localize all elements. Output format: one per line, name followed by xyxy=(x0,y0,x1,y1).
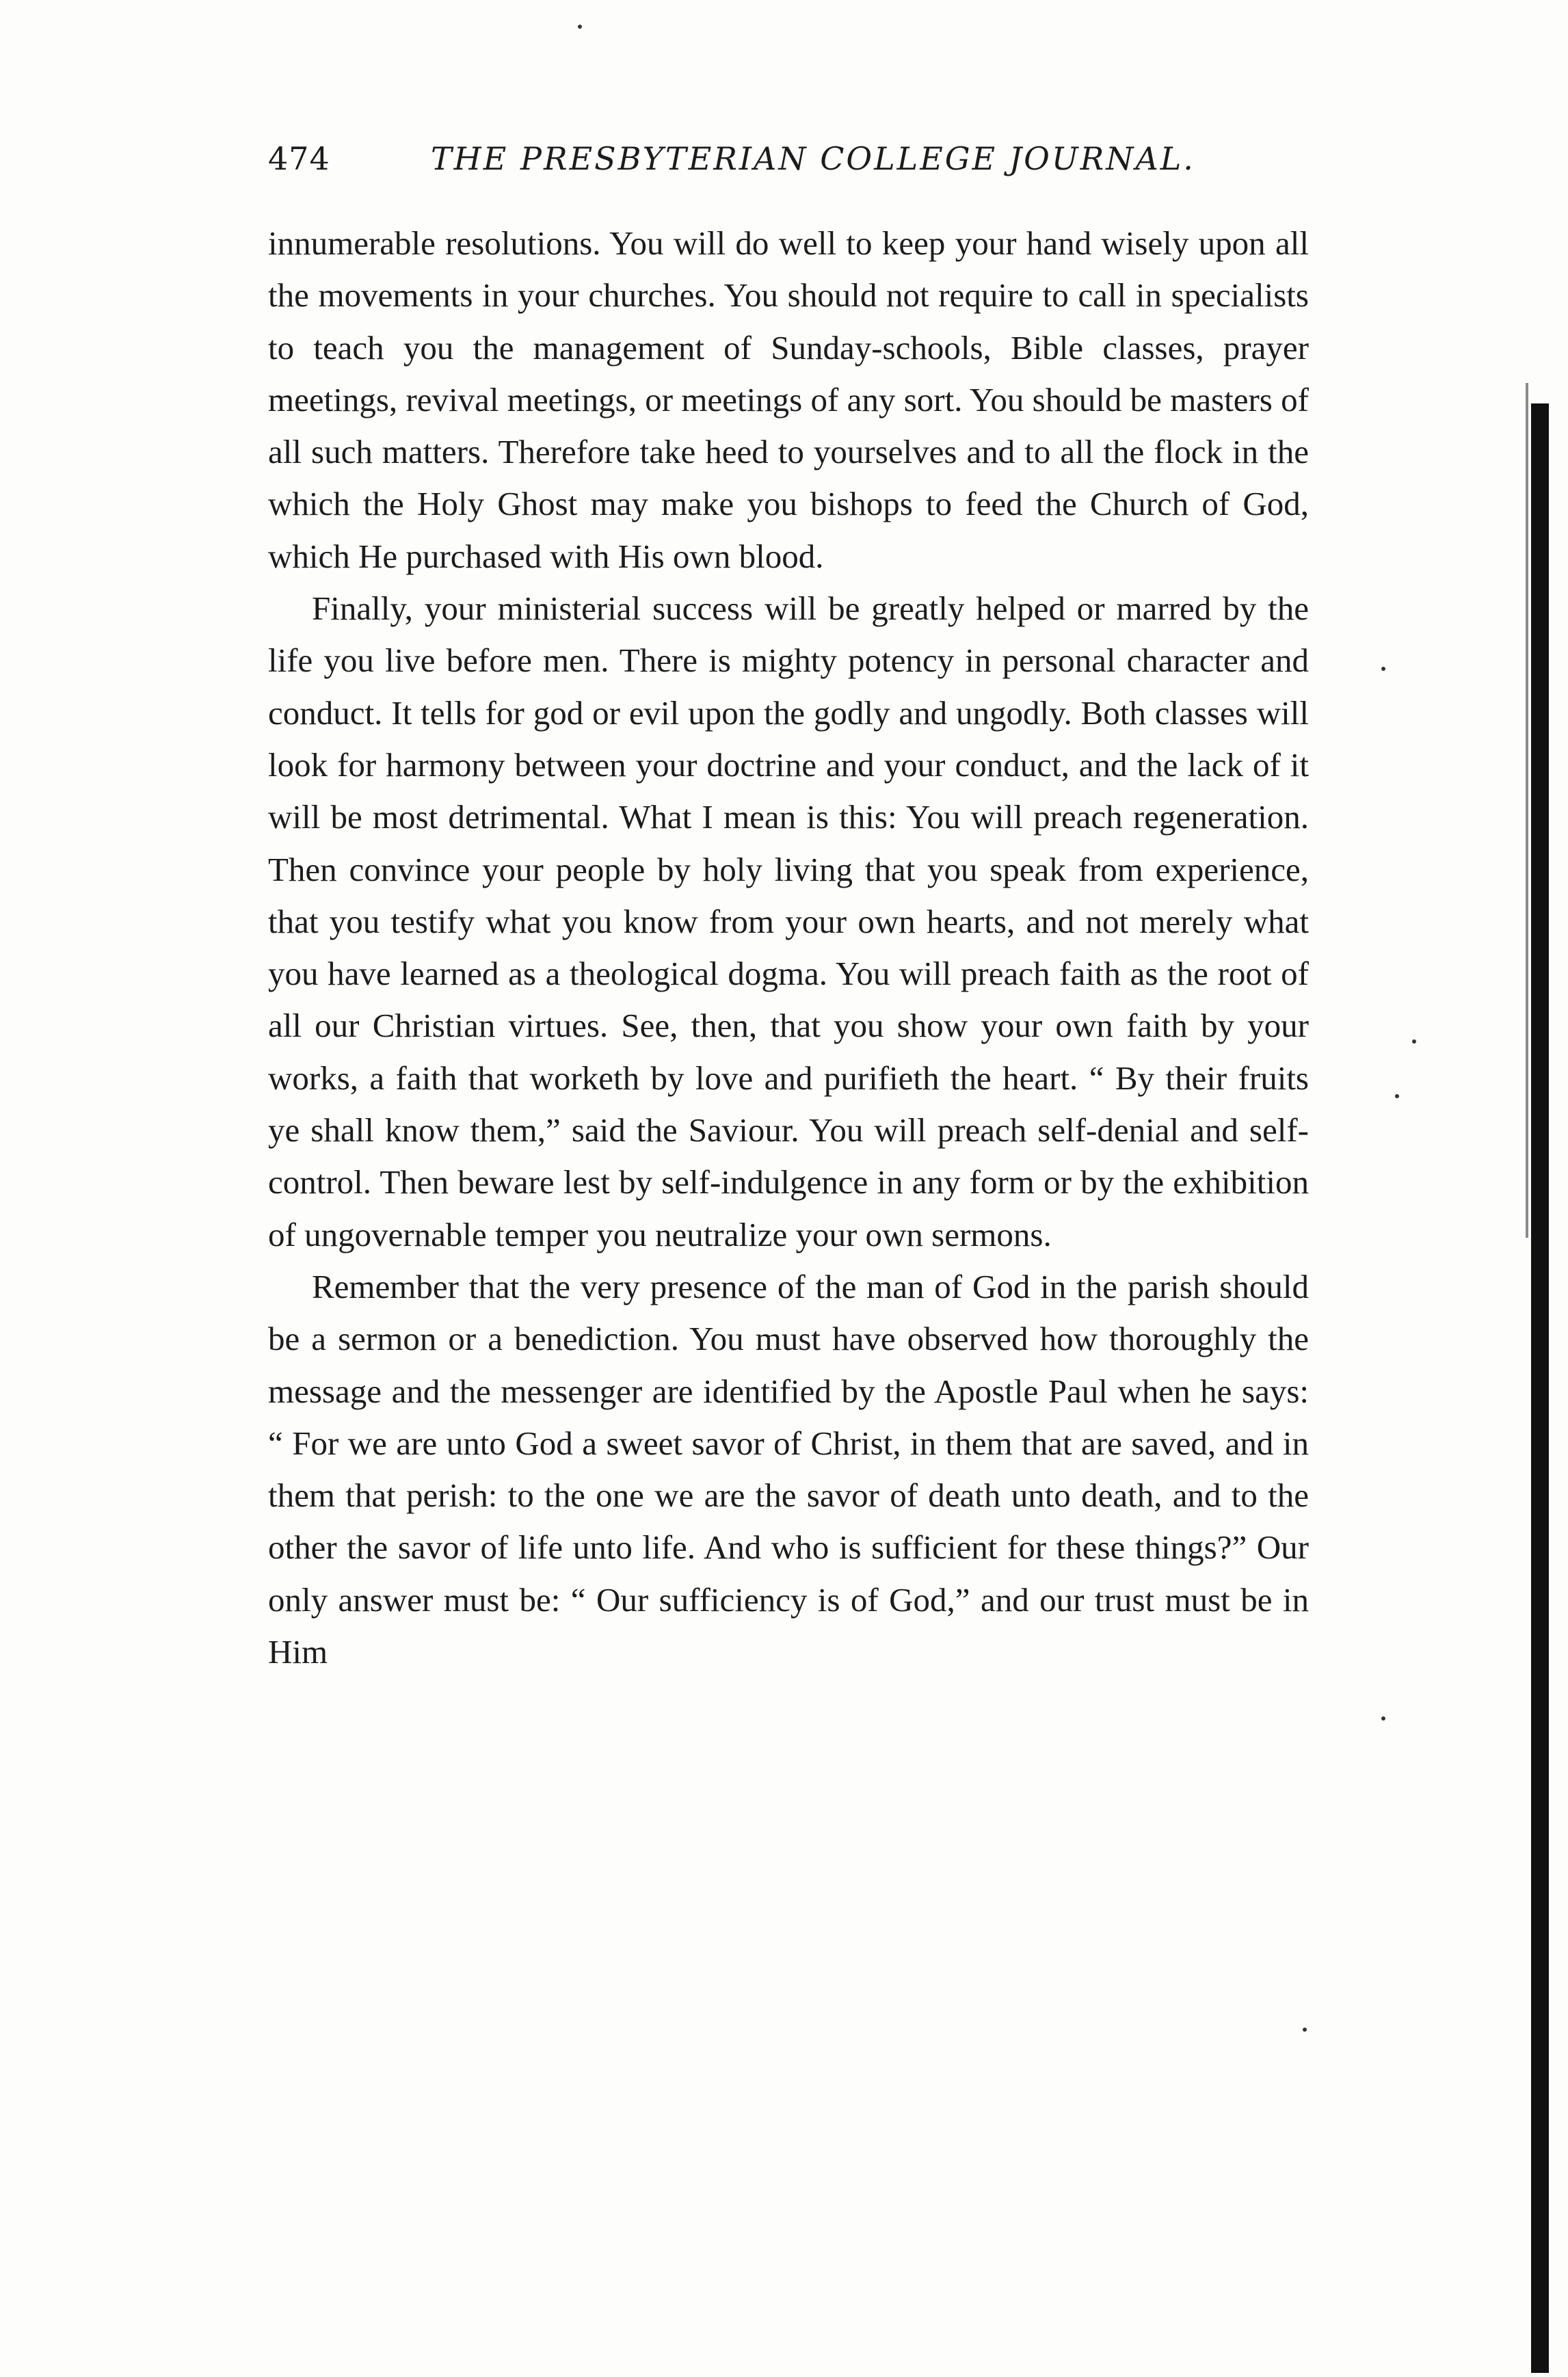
paragraph-finally: Finally, your ministerial success will be greatly helped or marred by the life you live before men. There is mighty potency in personal character and conduct. It tells for god or evil upon the godly and ungodly. Both classes will look for harmony between your doctrine and your conduct, and the lack of it will be most detrimental. What I mean is this: You will preach regeneration. Then convince your people by holy living that you speak from experience, that you testify what you know from your own hearts, and not merely what you have learned as a theological dogma. You will preach faith as the root of all our Christian virtues. See, then, that you show your own faith by your works, a faith that worketh by love and purifieth the heart. “ By their fruits ye shall know them,” said the Saviour. You will preach self-denial and self-control. Then beware lest by self-indulgence in any form or by the exhibition of ungovernable temper you neutralize your own sermons. xyxy=(268,589,1309,1253)
paragraph-continuation: innumerable resolutions. You will do well to keep your hand wisely upon all the movements in your churches. You should not require to call in specialists to teach you the management of Sunday-schools, Bible classes, prayer meetings, revival meetings, or meetings of any sort. You should be masters of all such matters. Therefore take heed to yourselves and to all the flock in the which the Holy Ghost may make you bishops to feed the Church of God, which He purchased with His own blood. xyxy=(268,224,1309,575)
scan-speck xyxy=(1412,1039,1416,1044)
page-number: 474 xyxy=(268,140,330,177)
scan-speck xyxy=(1303,2028,1307,2032)
scan-speck xyxy=(1395,1094,1399,1098)
scan-speck xyxy=(1381,1716,1385,1721)
page-header xyxy=(268,140,1307,195)
scan-speck xyxy=(1381,667,1385,671)
paragraph-remember: Remember that the very presence of the man of God in the parish should be a sermon or a benediction. You must have observed how thoroughly the message and the messenger are identified by the Apostle Paul when he says: “ For we are unto God a sweet savor of Christ, in them that are saved, and in them that perish: to the one we are the savor of death unto death, and to the other the savor of life unto life. And who is sufficient for these things?” Our only answer must be: “ Our sufficiency is of God,” and our trust must be in Him xyxy=(268,1267,1309,1671)
body-text xyxy=(268,217,1309,1678)
scan-edge-shadow xyxy=(1526,383,1528,1238)
scan-speck xyxy=(578,25,582,29)
running-head: THE PRESBYTERIAN COLLEGE JOURNAL. xyxy=(431,140,1195,177)
scan-edge-bar xyxy=(1531,403,1549,2373)
